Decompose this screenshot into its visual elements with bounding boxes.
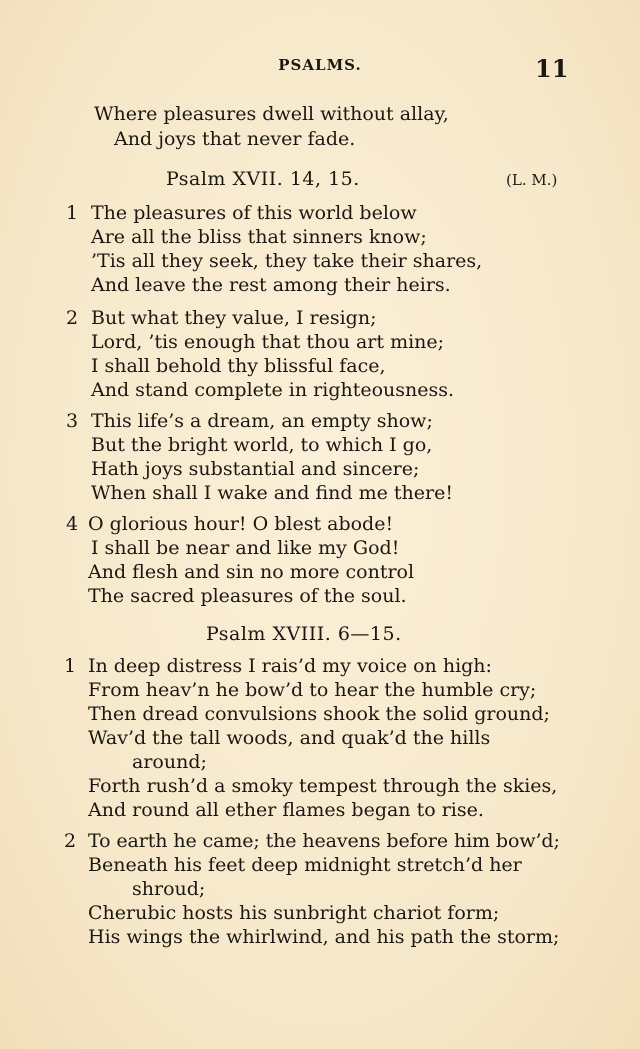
verse-line: Cherubic hosts his sunbright chariot form; bbox=[88, 902, 500, 924]
verse-line: O glorious hour! O blest abode! bbox=[88, 513, 394, 535]
stanza-number: 2 bbox=[64, 830, 77, 852]
stanza-number: 4 bbox=[66, 513, 79, 535]
page-number: 11 bbox=[535, 54, 569, 83]
verse-line: Wav’d the tall woods, and quak’d the hills bbox=[88, 727, 491, 749]
verse-line: When shall I wake and find me there! bbox=[91, 482, 453, 504]
verse-line: ’Tis all they seek, they take their shares, bbox=[91, 250, 483, 272]
verse-line: shroud; bbox=[132, 878, 206, 900]
verse-line: And round all ether flames began to rise. bbox=[88, 799, 484, 821]
verse-line: Lord, ’tis enough that thou art mine; bbox=[91, 331, 445, 353]
verse-line: From heav’n he bow’d to hear the humble cry; bbox=[88, 679, 537, 701]
stanza-number: 1 bbox=[66, 202, 79, 224]
verse-line: Hath joys substantial and sincere; bbox=[91, 458, 420, 480]
verse-line: To earth he came; the heavens before him bow’d; bbox=[88, 830, 560, 852]
verse-line: And stand complete in righteousness. bbox=[91, 379, 455, 401]
verse-line: The sacred pleasures of the soul. bbox=[88, 585, 407, 607]
meter-label: (L. M.) bbox=[506, 171, 558, 189]
verse-line: In deep distress I rais’d my voice on high: bbox=[88, 655, 492, 677]
verse-line: His wings the whirlwind, and his path the storm; bbox=[88, 926, 560, 948]
verse-line: Beneath his feet deep midnight stretch’d her bbox=[88, 854, 522, 876]
verse-line: And joys that never fade. bbox=[114, 128, 356, 150]
verse-line: This life’s a dream, an empty show; bbox=[91, 410, 433, 432]
running-header: PSALMS. bbox=[278, 56, 362, 74]
verse-line: around; bbox=[132, 751, 207, 773]
verse-line: I shall be near and like my God! bbox=[91, 537, 400, 559]
verse-line: Then dread convulsions shook the solid ground; bbox=[88, 703, 550, 725]
verse-line: Where pleasures dwell without allay, bbox=[94, 103, 449, 125]
verse-line: But the bright world, to which I go, bbox=[91, 434, 433, 456]
verse-line: But what they value, I resign; bbox=[91, 307, 377, 329]
verse-line: Forth rush’d a smoky tempest through the skies, bbox=[88, 775, 558, 797]
verse-line: I shall behold thy blissful face, bbox=[91, 355, 386, 377]
stanza-number: 2 bbox=[66, 307, 79, 329]
verse-line: Are all the bliss that sinners know; bbox=[91, 226, 427, 248]
psalm-heading: Psalm XVIII. 6—15. bbox=[206, 623, 402, 645]
verse-line: And flesh and sin no more control bbox=[88, 561, 415, 583]
verse-line: The pleasures of this world below bbox=[91, 202, 417, 224]
verse-line: And leave the rest among their heirs. bbox=[91, 274, 451, 296]
stanza-number: 3 bbox=[66, 410, 79, 432]
stanza-number: 1 bbox=[64, 655, 77, 677]
psalm-heading: Psalm XVII. 14, 15. bbox=[166, 168, 360, 190]
